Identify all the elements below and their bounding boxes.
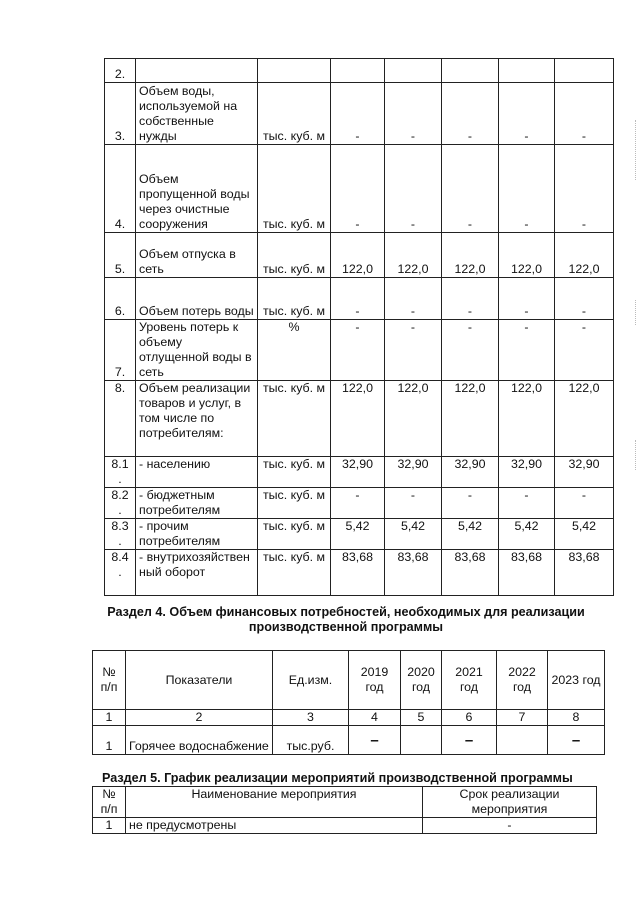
row-value: 122,0 — [555, 233, 614, 278]
row-value — [385, 59, 442, 83]
row-value — [499, 59, 555, 83]
row-value: - — [555, 145, 614, 233]
header-2023: 2023 год — [548, 651, 605, 710]
row-value: 83,68 — [555, 550, 614, 596]
row-unit: тыс. куб. м — [258, 278, 331, 320]
row-unit: тыс. куб. м — [258, 381, 331, 457]
row-value: 5,42 — [331, 519, 385, 550]
row-name: Объем воды, используемой на собственные нужды — [136, 83, 258, 145]
row-unit: % — [258, 320, 331, 381]
row-value: 122,0 — [385, 233, 442, 278]
row-name: - бюджетным потребителям — [136, 488, 258, 519]
header-unit: Ед.изм. — [273, 651, 349, 710]
row-value: 83,68 — [442, 550, 499, 596]
row-num: 2. — [105, 59, 136, 83]
row-value: 32,90 — [499, 457, 555, 488]
row-value: - — [499, 83, 555, 145]
col-number: 7 — [497, 710, 548, 726]
row-num: 5. — [105, 233, 136, 278]
row-unit: тыс. куб. м — [258, 83, 331, 145]
row-value: 5,42 — [499, 519, 555, 550]
row-value: 122,0 — [442, 381, 499, 457]
row-value: - — [499, 488, 555, 519]
header-2022: 2022 год — [497, 651, 548, 710]
row-name: Объем потерь воды — [136, 278, 258, 320]
row-value: - — [385, 488, 442, 519]
row-num: 7. — [105, 320, 136, 381]
row-value: 83,68 — [331, 550, 385, 596]
col-number: 5 — [401, 710, 442, 726]
table-row — [105, 83, 614, 145]
table-row — [105, 233, 614, 278]
header-num: № п/п — [93, 787, 126, 818]
row-value: - — [442, 278, 499, 320]
row-value: - — [555, 488, 614, 519]
row-num: 8.2 . — [105, 488, 136, 519]
row-value: - — [442, 145, 499, 233]
header-2020: 2020 год — [401, 651, 442, 710]
row-value: - — [331, 278, 385, 320]
row-value: 5,42 — [555, 519, 614, 550]
row-term: - — [423, 818, 597, 834]
row-value: - — [331, 145, 385, 233]
row-value: 122,0 — [331, 233, 385, 278]
row-unit: тыс. куб. м — [258, 519, 331, 550]
row-unit: тыс.руб. — [273, 726, 349, 755]
row-num: 6. — [105, 278, 136, 320]
row-num: 4. — [105, 145, 136, 233]
row-name: - населению — [136, 457, 258, 488]
header-term: Срок реализации мероприятия — [423, 787, 597, 818]
row-value: - — [555, 83, 614, 145]
row-value: - — [442, 320, 499, 381]
row-value: - — [331, 320, 385, 381]
table-header-row — [93, 651, 605, 710]
col-number: 6 — [442, 710, 497, 726]
row-name: Объем реализации товаров и услуг, в том числе по потребителям: — [136, 381, 258, 457]
header-num: № п/п — [93, 651, 126, 710]
table-row — [105, 320, 614, 381]
header-2021: 2021 год — [442, 651, 497, 710]
header-indicators: Показатели — [126, 651, 273, 710]
row-num: 8.3 . — [105, 519, 136, 550]
table-row — [105, 457, 614, 488]
row-value: - — [499, 278, 555, 320]
financial-needs-table — [92, 650, 605, 755]
row-name: - внутрихозяйствен ный оборот — [136, 550, 258, 596]
column-number-row — [93, 710, 605, 726]
row-name: не предусмотрены — [126, 818, 423, 834]
value-2019: – — [349, 726, 401, 755]
col-number: 2 — [126, 710, 273, 726]
row-value: 32,90 — [385, 457, 442, 488]
value-2020 — [401, 726, 442, 755]
col-number: 4 — [349, 710, 401, 726]
row-value: 32,90 — [331, 457, 385, 488]
value-2021: – — [442, 726, 497, 755]
row-value: 5,42 — [442, 519, 499, 550]
table-row — [105, 550, 614, 596]
row-name: Объем пропущенной воды через очистные сооружения — [136, 145, 258, 233]
table-row — [105, 381, 614, 457]
row-value: 122,0 — [331, 381, 385, 457]
row-name: Объем отпуска в сеть — [136, 233, 258, 278]
row-value: 122,0 — [442, 233, 499, 278]
row-value: - — [331, 488, 385, 519]
page-edge-marks — [635, 440, 637, 470]
header-2019: 2019 год — [349, 651, 401, 710]
row-value: 122,0 — [385, 381, 442, 457]
section5-title: Раздел 5. График реализации мероприятий производственной программы — [102, 771, 573, 785]
row-value: - — [555, 278, 614, 320]
row-value: 122,0 — [499, 381, 555, 457]
table-row — [105, 519, 614, 550]
row-value: - — [385, 278, 442, 320]
row-value: - — [442, 488, 499, 519]
row-name: Горячее водоснабжение — [126, 726, 273, 755]
row-value: 32,90 — [442, 457, 499, 488]
row-value: 32,90 — [555, 457, 614, 488]
row-unit: тыс. куб. м — [258, 457, 331, 488]
row-num: 3. — [105, 83, 136, 145]
row-unit: тыс. куб. м — [258, 550, 331, 596]
row-value: 5,42 — [385, 519, 442, 550]
col-number: 8 — [548, 710, 605, 726]
row-value — [555, 59, 614, 83]
value-2023: – — [548, 726, 605, 755]
col-number: 3 — [273, 710, 349, 726]
table-row — [105, 278, 614, 320]
row-value: 83,68 — [385, 550, 442, 596]
row-value — [331, 59, 385, 83]
row-num: 8.4 . — [105, 550, 136, 596]
row-value: - — [499, 145, 555, 233]
row-name: Уровень потерь к объему отлущенной воды в сеть — [136, 320, 258, 381]
table-row — [105, 488, 614, 519]
row-value: 122,0 — [499, 233, 555, 278]
row-value: 83,68 — [499, 550, 555, 596]
table-row — [93, 818, 597, 834]
row-unit: тыс. куб. м — [258, 488, 331, 519]
value-2022 — [497, 726, 548, 755]
row-num: 1 — [93, 726, 126, 755]
row-num: 1 — [93, 818, 126, 834]
production-indicators-table — [104, 58, 614, 596]
row-value: 122,0 — [555, 381, 614, 457]
row-value — [442, 59, 499, 83]
header-measure: Наименование мероприятия — [126, 787, 423, 818]
row-unit: тыс. куб. м — [258, 145, 331, 233]
table-row — [105, 145, 614, 233]
row-num: 8. — [105, 381, 136, 457]
row-value: - — [385, 145, 442, 233]
row-value: - — [385, 320, 442, 381]
schedule-table — [92, 786, 597, 834]
row-name: - прочим потребителям — [136, 519, 258, 550]
table-header-row — [93, 787, 597, 818]
row-value: - — [555, 320, 614, 381]
page-edge-marks — [635, 300, 637, 325]
row-unit: тыс. куб. м — [258, 233, 331, 278]
row-value: - — [331, 83, 385, 145]
row-value: - — [499, 320, 555, 381]
table-row — [93, 726, 605, 755]
row-unit — [258, 59, 331, 83]
row-value: - — [442, 83, 499, 145]
row-name — [136, 59, 258, 83]
col-number: 1 — [93, 710, 126, 726]
row-value: - — [385, 83, 442, 145]
section4-title: Раздел 4. Объем финансовых потребностей, необходимых для реализации производственной программы — [107, 605, 585, 634]
row-num: 8.1 . — [105, 457, 136, 488]
page-edge-marks — [635, 120, 637, 180]
table-row — [105, 59, 614, 83]
